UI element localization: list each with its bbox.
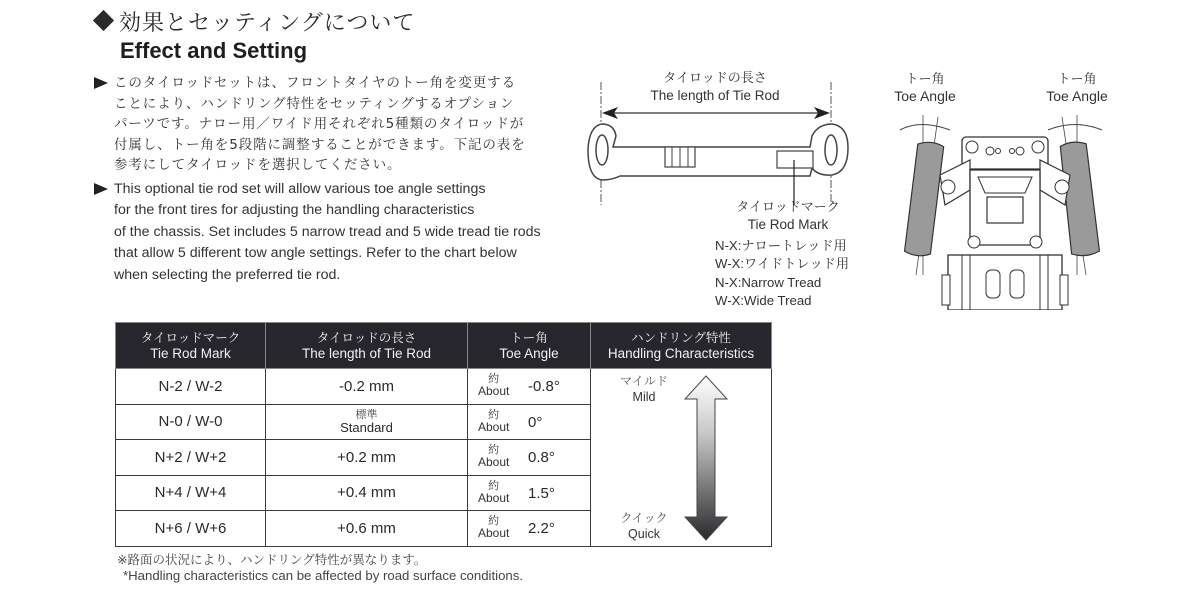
toe-value: 0° xyxy=(528,413,543,431)
quick-label xyxy=(609,510,679,542)
toe-right-en: Toe Angle xyxy=(1046,88,1108,104)
footnote xyxy=(117,552,523,584)
tread-note: N-X:Narrow Tread xyxy=(715,274,822,290)
intro-en-line: that allow 5 different tow angle settings. Refer to the chart below xyxy=(114,245,517,262)
chassis-illustration xyxy=(890,105,1120,310)
rod-length-en: The length of Tie Rod xyxy=(650,88,780,103)
toe-left-en: Toe Angle xyxy=(894,88,956,104)
intro-en-line: This optional tie rod set will allow various toe angle settings xyxy=(114,181,486,197)
header-en: Toe Angle xyxy=(499,345,559,361)
standard-jp: 標準 xyxy=(355,407,378,421)
toe-value: 0.8° xyxy=(528,449,555,466)
toe-value: 2.2° xyxy=(528,520,555,537)
intro-jp-line: ことにより、ハンドリング特性をセッティングするオプション xyxy=(114,95,515,112)
cell-length: -0.2 mm xyxy=(266,369,468,405)
cell-mark: N-2 / W-2 xyxy=(116,369,266,405)
toe-angle-label-right xyxy=(1037,71,1117,106)
about-label xyxy=(478,443,509,469)
triangle-bullet-icon xyxy=(94,77,108,89)
table-header-row xyxy=(116,323,772,369)
intro-en-line: when selecting the preferred tie rod. xyxy=(114,266,341,283)
tread-note: W-X:Wide Tread xyxy=(715,293,812,309)
header-tie-rod-mark xyxy=(116,323,266,369)
cell-toe xyxy=(468,511,591,547)
about-label xyxy=(478,408,509,434)
header-en: The length of Tie Rod xyxy=(301,345,432,361)
about-en: About xyxy=(478,455,510,469)
header-jp: トー角 xyxy=(510,329,548,345)
intro-jp-line: 付属し、トー角を5段階に調整することができます。下記の表を xyxy=(114,136,526,153)
header-jp: ハンドリング特性 xyxy=(631,329,731,345)
toe-value: 1.5° xyxy=(528,484,555,502)
tie-rod-spec-table xyxy=(115,322,772,547)
footnote-en: *Handling characteristics can be affected by road surface conditions. xyxy=(123,568,524,583)
header-en: Tie Rod Mark xyxy=(150,345,231,361)
cell-length: +0.4 mm xyxy=(266,475,468,511)
section-title-jp xyxy=(92,6,415,37)
about-label xyxy=(478,514,509,540)
tie-rod-illustration xyxy=(580,80,860,210)
tread-notes xyxy=(715,237,849,311)
quick-en: Quick xyxy=(628,526,660,541)
table-row xyxy=(116,369,772,405)
about-jp: 約 xyxy=(488,407,500,421)
cell-mark: N-0 / W-0 xyxy=(116,404,266,440)
header-handling xyxy=(591,323,772,369)
cell-toe xyxy=(468,369,591,405)
cell-mark: N+2 / W+2 xyxy=(116,440,266,476)
header-tie-rod-length xyxy=(266,323,468,369)
quick-jp: クイック xyxy=(620,510,668,525)
intro-jp-line: 参考にしてタイロッドを選択してください。 xyxy=(114,157,402,173)
tread-note: N-X:ナロートレッド用 xyxy=(715,238,847,253)
diamond-bullet-icon xyxy=(93,10,114,31)
intro-jp-line: パーツです。ナロー用／ワイド用それぞれ5種類のタイロッドが xyxy=(114,116,525,132)
header-jp: タイロッドマーク xyxy=(140,329,241,345)
cell-length: +0.2 mm xyxy=(266,440,468,476)
cell-toe xyxy=(468,404,591,440)
about-en: About xyxy=(478,490,510,505)
intro-jp-line: このタイロッドセットは、フロントタイヤのトー角を変更する xyxy=(114,75,516,91)
about-en: About xyxy=(478,384,510,398)
rod-length-jp: タイロッドの長さ xyxy=(663,71,767,86)
toe-value: -0.8° xyxy=(528,378,560,395)
toe-right-jp: トー角 xyxy=(1057,72,1097,87)
header-en: Handling Characteristics xyxy=(607,345,755,361)
footnote-jp: ※路面の状況により、ハンドリング特性が異なります。 xyxy=(117,552,427,567)
about-en: About xyxy=(478,419,510,434)
rod-mark-en: Tie Rod Mark xyxy=(747,217,829,232)
triangle-bullet-icon xyxy=(94,183,108,195)
cell-length: +0.6 mm xyxy=(266,511,468,547)
intro-en-line: for the front tires for adjusting the handling characteristics xyxy=(114,202,475,219)
mild-jp: マイルド xyxy=(620,374,668,388)
cell-toe xyxy=(468,475,591,511)
about-jp: 約 xyxy=(488,443,500,456)
rod-mark-jp: タイロッドマーク xyxy=(736,200,840,215)
cell-mark: N+6 / W+6 xyxy=(116,511,266,547)
mild-en: Mild xyxy=(632,390,656,404)
rod-mark-label xyxy=(728,199,848,234)
toe-left-jp: トー角 xyxy=(905,72,945,87)
section-title-en: Effect and Setting xyxy=(120,38,308,63)
cell-handling xyxy=(591,369,772,547)
header-toe-angle xyxy=(468,323,591,369)
title-jp-text: 効果とセッティングについて xyxy=(119,11,416,36)
about-label xyxy=(478,479,509,505)
intro-paragraph-jp xyxy=(94,73,574,176)
tread-note: W-X:ワイドトレッド用 xyxy=(715,256,850,272)
toe-angle-label-left xyxy=(885,71,965,106)
mild-label xyxy=(609,373,679,405)
cell-mark: N+4 / W+4 xyxy=(116,475,266,511)
intro-en-line: of the chassis. Set includes 5 narrow tread and 5 wide tread tie rods xyxy=(114,223,541,240)
cell-length xyxy=(266,404,468,440)
about-jp: 約 xyxy=(488,514,500,527)
about-en: About xyxy=(478,526,510,540)
about-jp: 約 xyxy=(488,372,500,385)
intro-paragraph-en xyxy=(94,179,594,286)
double-arrow-icon xyxy=(684,375,728,541)
header-jp: タイロッドの長さ xyxy=(316,329,417,345)
about-label xyxy=(478,372,509,398)
cell-toe xyxy=(468,440,591,476)
standard-en: Standard xyxy=(340,419,393,435)
about-jp: 約 xyxy=(488,478,500,492)
